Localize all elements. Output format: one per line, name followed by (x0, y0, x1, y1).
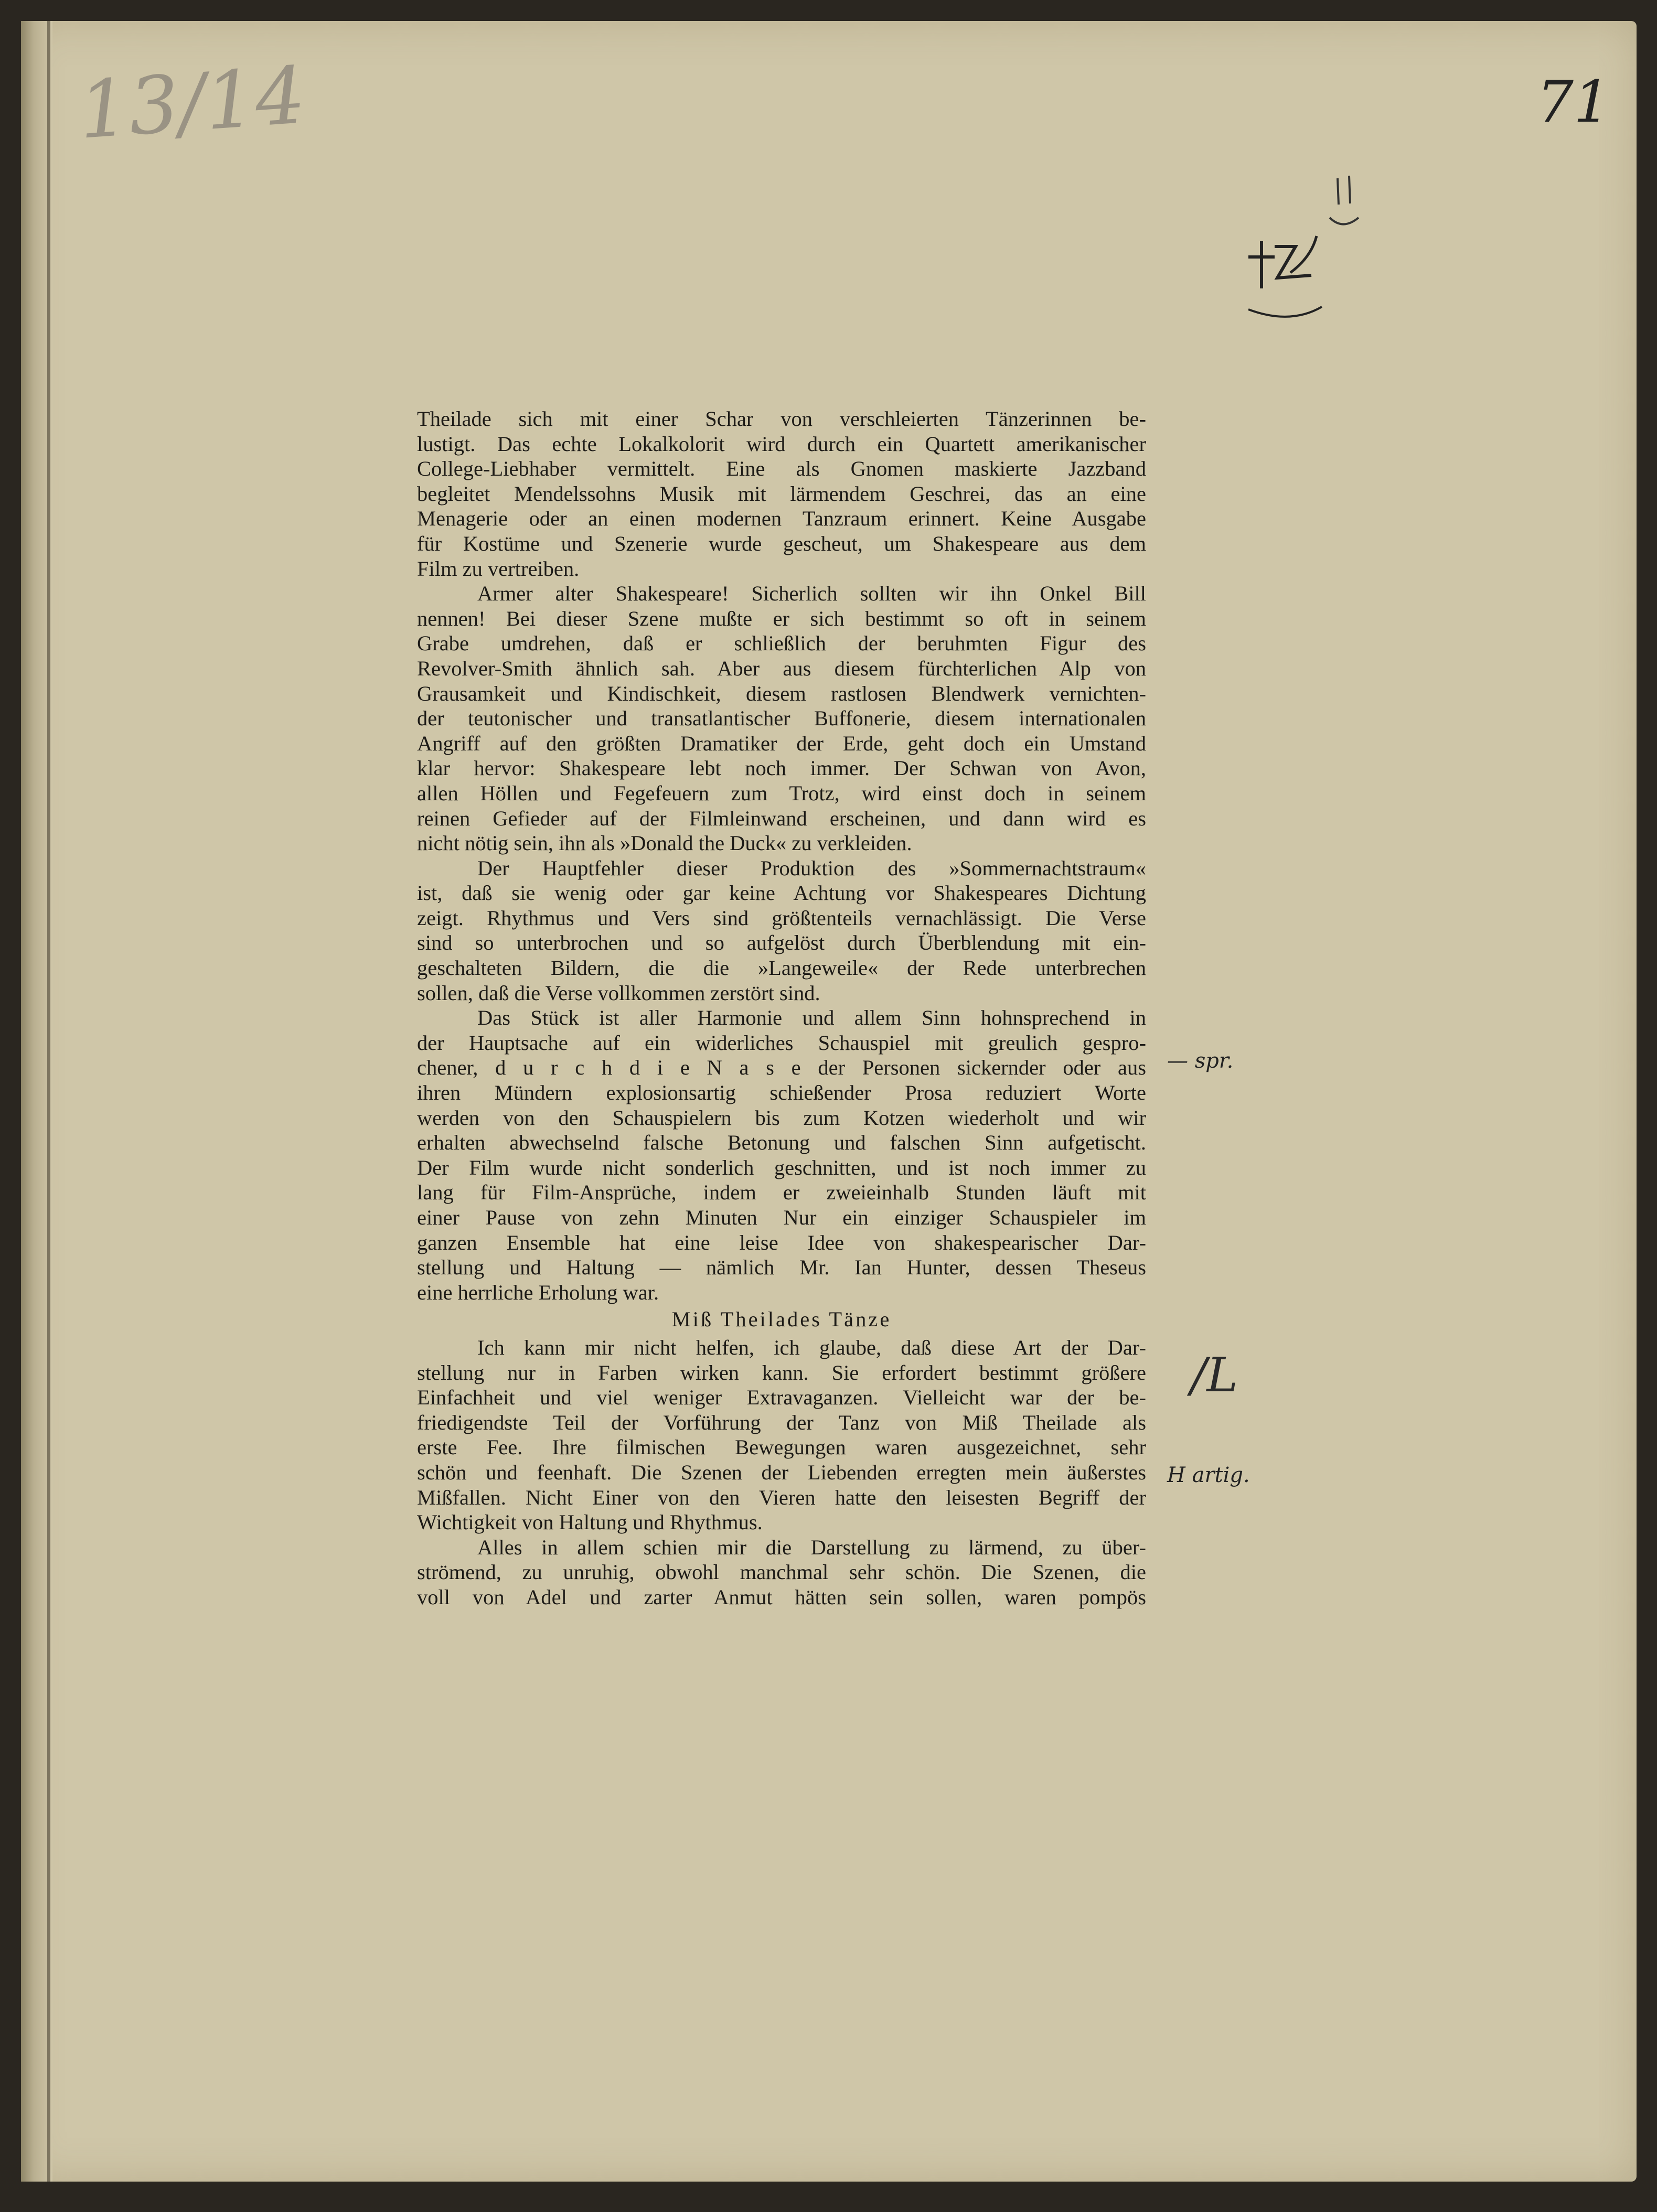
paragraph (417, 1335, 1146, 1535)
text-line: Wichtigkeit von Haltung und Rhythmus. (417, 1510, 763, 1534)
text-line: Film zu vertreiben. (417, 556, 580, 581)
ink-folio: 71 (1537, 68, 1610, 135)
paragraph (417, 1005, 1146, 1305)
text-line: geschalteten Bildern, die die »Langeweile« der Rede unterbrechen (417, 956, 1146, 980)
text-line: eine herrliche Erholung war. (417, 1280, 659, 1304)
pencil-folio: 13/14 (76, 50, 308, 157)
text-line: Einfachheit und viel weniger Extravaganzen. Vielleicht war der be- (417, 1386, 1146, 1410)
text-line: Der Film wurde nicht sonderlich geschnitten, und ist noch immer zu (417, 1155, 1146, 1179)
paragraph (417, 406, 1146, 581)
text-line: strömend, zu unruhig, obwohl manchmal sehr schön. Die Szenen, die (417, 1560, 1146, 1584)
margin-note: — spr. (1167, 1049, 1234, 1073)
text-line: stellung und Haltung — nämlich Mr. Ian Hunter, dessen Theseus (417, 1255, 1146, 1280)
paragraph (417, 1535, 1146, 1610)
text-line: ganzen Ensemble hat eine leise Idee von shakespearischer Dar- (417, 1230, 1146, 1254)
text-line: Angriff auf den größten Dramatiker der Erde, geht doch ein Umstand (417, 731, 1146, 755)
text-line: ist, daß sie wenig oder gar keine Achtung vor Shakespeares Dichtung (417, 881, 1146, 905)
binding-edge (47, 21, 50, 2182)
text-line: Menagerie oder an einen modernen Tanzraum erinnert. Keine Ausgabe (417, 507, 1146, 531)
text-line: Grausamkeit und Kindischkeit, diesem rastlosen Blendwerk vernichten- (417, 681, 1146, 705)
text-line: Das Stück ist aller Harmonie und allem Sinn hohnsprechend in (477, 1006, 1146, 1030)
text-line: Der Hauptfehler dieser Produktion des »Sommernachtstraum« (477, 856, 1146, 880)
text-line: zeigt. Rhythmus und Vers sind größtenteils vernachlässigt. Die Verse (417, 906, 1146, 930)
text-line: stellung nur in Farben wirken kann. Sie erfordert bestimmt größere (417, 1360, 1146, 1384)
text-line: Ich kann mir nicht helfen, ich glaube, daß diese Art der Dar- (477, 1335, 1146, 1359)
text-line: Theilade sich mit einer Schar von verschleierten Tänzerinnen be- (417, 407, 1146, 431)
text-line: Mißfallen. Nicht Einer von den Vieren hatte den leisesten Begriff der (417, 1485, 1146, 1509)
text-line: allen Höllen und Fegefeuern zum Trotz, wird einst doch in seinem (417, 781, 1146, 805)
text-line: lang für Film-Ansprüche, indem er zweieinhalb Stunden läuft mit (417, 1180, 1146, 1205)
text-line: Grabe umdrehen, daß er schließlich der beruhmten Figur des (417, 631, 1146, 656)
text-line: Revolver-Smith ähnlich sah. Aber aus diesem fürchterlichen Alp von (417, 656, 1146, 680)
text-line: College-Liebhaber vermittelt. Eine als Gnomen maskierte Jazzband (417, 457, 1146, 481)
text-line: klar hervor: Shakespeare lebt noch immer. Der Schwan von Avon, (417, 756, 1146, 780)
margin-note: /L (1191, 1348, 1238, 1403)
paragraph (417, 856, 1146, 1006)
text-line: sollen, daß die Verse vollkommen zerstört sind. (417, 981, 820, 1005)
text-line: reinen Gefieder auf der Filmleinwand erscheinen, und dann wird es (417, 806, 1146, 830)
text-line: für Kostüme und Szenerie wurde gescheut, um Shakespeare aus dem (417, 531, 1146, 555)
text-line: nicht nötig sein, ihn als »Donald the Duck« zu verkleiden. (417, 831, 912, 855)
text-line: lustigt. Das echte Lokalkolorit wird durch ein Quartett amerikanischer (417, 432, 1146, 456)
text-line: sind so unterbrochen und so aufgelöst durch Überblendung mit ein- (417, 931, 1146, 955)
text-line: Armer alter Shakespeare! Sicherlich sollten wir ihn Onkel Bill (477, 582, 1146, 606)
text-line: voll von Adel und zarter Anmut hätten sein sollen, waren pompös (417, 1585, 1146, 1609)
text-line: chener, d u r c h d i e N a s e der Personen sickernder oder aus (417, 1056, 1146, 1080)
text-line: schön und feenhaft. Die Szenen der Liebenden erregten mein äußerstes (417, 1460, 1146, 1484)
text-line: nennen! Bei dieser Szene mußte er sich bestimmt so oft in seinem (417, 606, 1146, 630)
text-line: ihren Mündern explosionsartig schießender Prosa reduziert Worte (417, 1081, 1146, 1105)
margin-note: H artig. (1167, 1463, 1250, 1487)
text-line: werden von den Schauspielern bis zum Kotzen wiederholt und wir (417, 1105, 1146, 1130)
text-line: Alles in allem schien mir die Darstellung zu lärmend, zu über- (477, 1535, 1146, 1559)
text-line: der Hauptsache auf ein widerliches Schauspiel mit greulich gespro- (417, 1030, 1146, 1055)
text-line: begleitet Mendelssohns Musik mit lärmendem Geschrei, das an eine (417, 481, 1146, 506)
body-text (417, 406, 1146, 1610)
paragraph (417, 581, 1146, 856)
text-line: erhalten abwechselnd falsche Betonung und falschen Sinn aufgetischt. (417, 1131, 1146, 1155)
text-line: der teutonischer und transatlantischer Buffonerie, diesem internationalen (417, 706, 1146, 731)
text-line: friedigendste Teil der Vorführung der Tanz von Miß Theilade als (417, 1410, 1146, 1434)
section-heading: Miß Theilades Tänze (671, 1307, 892, 1332)
text-line: erste Fee. Ihre filmischen Bewegungen waren ausgezeichnet, sehr (417, 1435, 1146, 1459)
handwritten-mark-icon (1238, 168, 1374, 341)
text-line: einer Pause von zehn Minuten Nur ein einziger Schauspieler im (417, 1206, 1146, 1229)
